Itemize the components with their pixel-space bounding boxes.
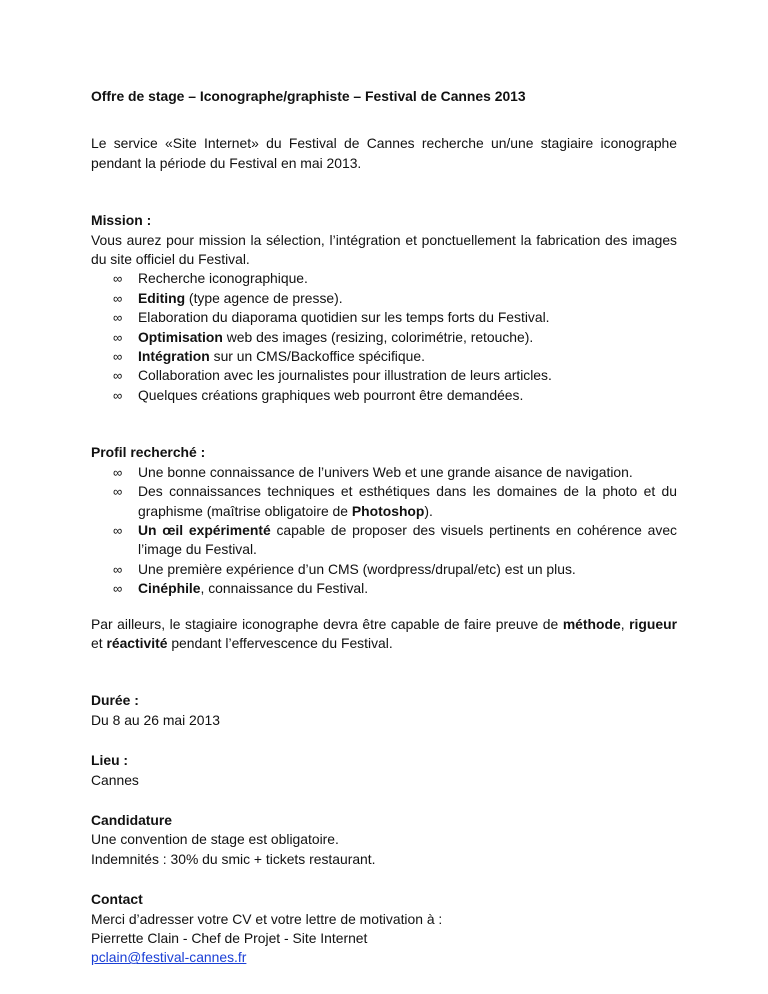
- list-item: ∞ Optimisation web des images (resizing, colorimétrie, retouche).: [91, 328, 677, 347]
- intro-paragraph: Le service «Site Internet» du Festival de Cannes recherche un/une stagiaire iconographe pendant la période du Festival en mai 2013.: [91, 135, 677, 171]
- infinity-bullet-icon: ∞: [113, 310, 123, 326]
- infinity-bullet-icon: ∞: [113, 329, 123, 345]
- profil-list: [91, 463, 677, 599]
- contact-heading: Contact: [91, 891, 143, 908]
- infinity-bullet-icon: ∞: [113, 290, 123, 306]
- lieu-heading: Lieu :: [91, 752, 129, 769]
- contact-email-link[interactable]: pclain@festival-cannes.fr: [91, 949, 247, 966]
- list-item: ∞ Un œil expérimenté capable de proposer des visuels pertinents en cohérence avec l’image du Festival.: [113, 521, 678, 558]
- lieu-value: Cannes: [91, 771, 139, 788]
- list-item: ∞ Quelques créations graphiques web pourront être demandées.: [91, 386, 677, 405]
- contact-line: Merci d’adresser votre CV et votre lettre de motivation à :: [91, 910, 443, 927]
- list-item: ∞ Des connaissances techniques et esthétiques dans les domaines de la photo et du graphisme (maîtrise obligatoire de Photoshop).: [113, 483, 677, 519]
- infinity-bullet-icon: ∞: [113, 387, 123, 403]
- infinity-bullet-icon: ∞: [113, 484, 123, 500]
- mission-text: Vous aurez pour mission la sélection, l’intégration et ponctuellement la fabrication des images du site officiel du Festival.: [91, 231, 677, 268]
- duree-value: Du 8 au 26 mai 2013: [91, 711, 220, 728]
- list-item: ∞ Intégration sur un CMS/Backoffice spécifique.: [91, 347, 677, 366]
- infinity-bullet-icon: ∞: [113, 349, 123, 365]
- list-item: ∞ Collaboration avec les journalistes pour illustration de leurs articles.: [91, 366, 677, 385]
- list-item: ∞ Editing (type agence de presse).: [91, 289, 677, 308]
- candidature-line: Une convention de stage est obligatoire.: [91, 831, 339, 848]
- list-item: ∞ Elaboration du diaporama quotidien sur les temps forts du Festival.: [91, 308, 677, 327]
- infinity-bullet-icon: ∞: [113, 581, 123, 597]
- infinity-bullet-icon: ∞: [113, 464, 123, 480]
- list-item: ∞ Une bonne connaissance de l’univers Web et une grande aisance de navigation.: [91, 463, 677, 482]
- candidature-line: Indemnités : 30% du smic + tickets restaurant.: [91, 850, 376, 867]
- infinity-bullet-icon: ∞: [113, 368, 123, 384]
- list-item: ∞ Une première expérience d’un CMS (wordpress/drupal/etc) est un plus.: [91, 560, 677, 579]
- duree-heading: Durée :: [91, 692, 139, 709]
- list-item: ∞ Recherche iconographique.: [91, 269, 677, 288]
- infinity-bullet-icon: ∞: [113, 522, 123, 538]
- mission-heading: Mission :: [91, 212, 152, 229]
- mission-list: [91, 269, 677, 405]
- list-item: ∞ Cinéphile, connaissance du Festival.: [91, 579, 677, 598]
- document-body: [91, 87, 677, 968]
- candidature-heading: Candidature: [91, 811, 173, 828]
- infinity-bullet-icon: ∞: [113, 271, 123, 287]
- profil-heading: Profil recherché :: [91, 444, 206, 461]
- document-title: Offre de stage – Iconographe/graphiste – Festival de Cannes 2013: [91, 88, 526, 104]
- contact-line: Pierrette Clain - Chef de Projet - Site Internet: [91, 930, 368, 946]
- closing-paragraph: Par ailleurs, le stagiaire iconographe devra être capable de faire preuve de méthode, rigueur et réactivité pendant l’effervescence du Festival.: [91, 615, 677, 651]
- infinity-bullet-icon: ∞: [113, 561, 123, 577]
